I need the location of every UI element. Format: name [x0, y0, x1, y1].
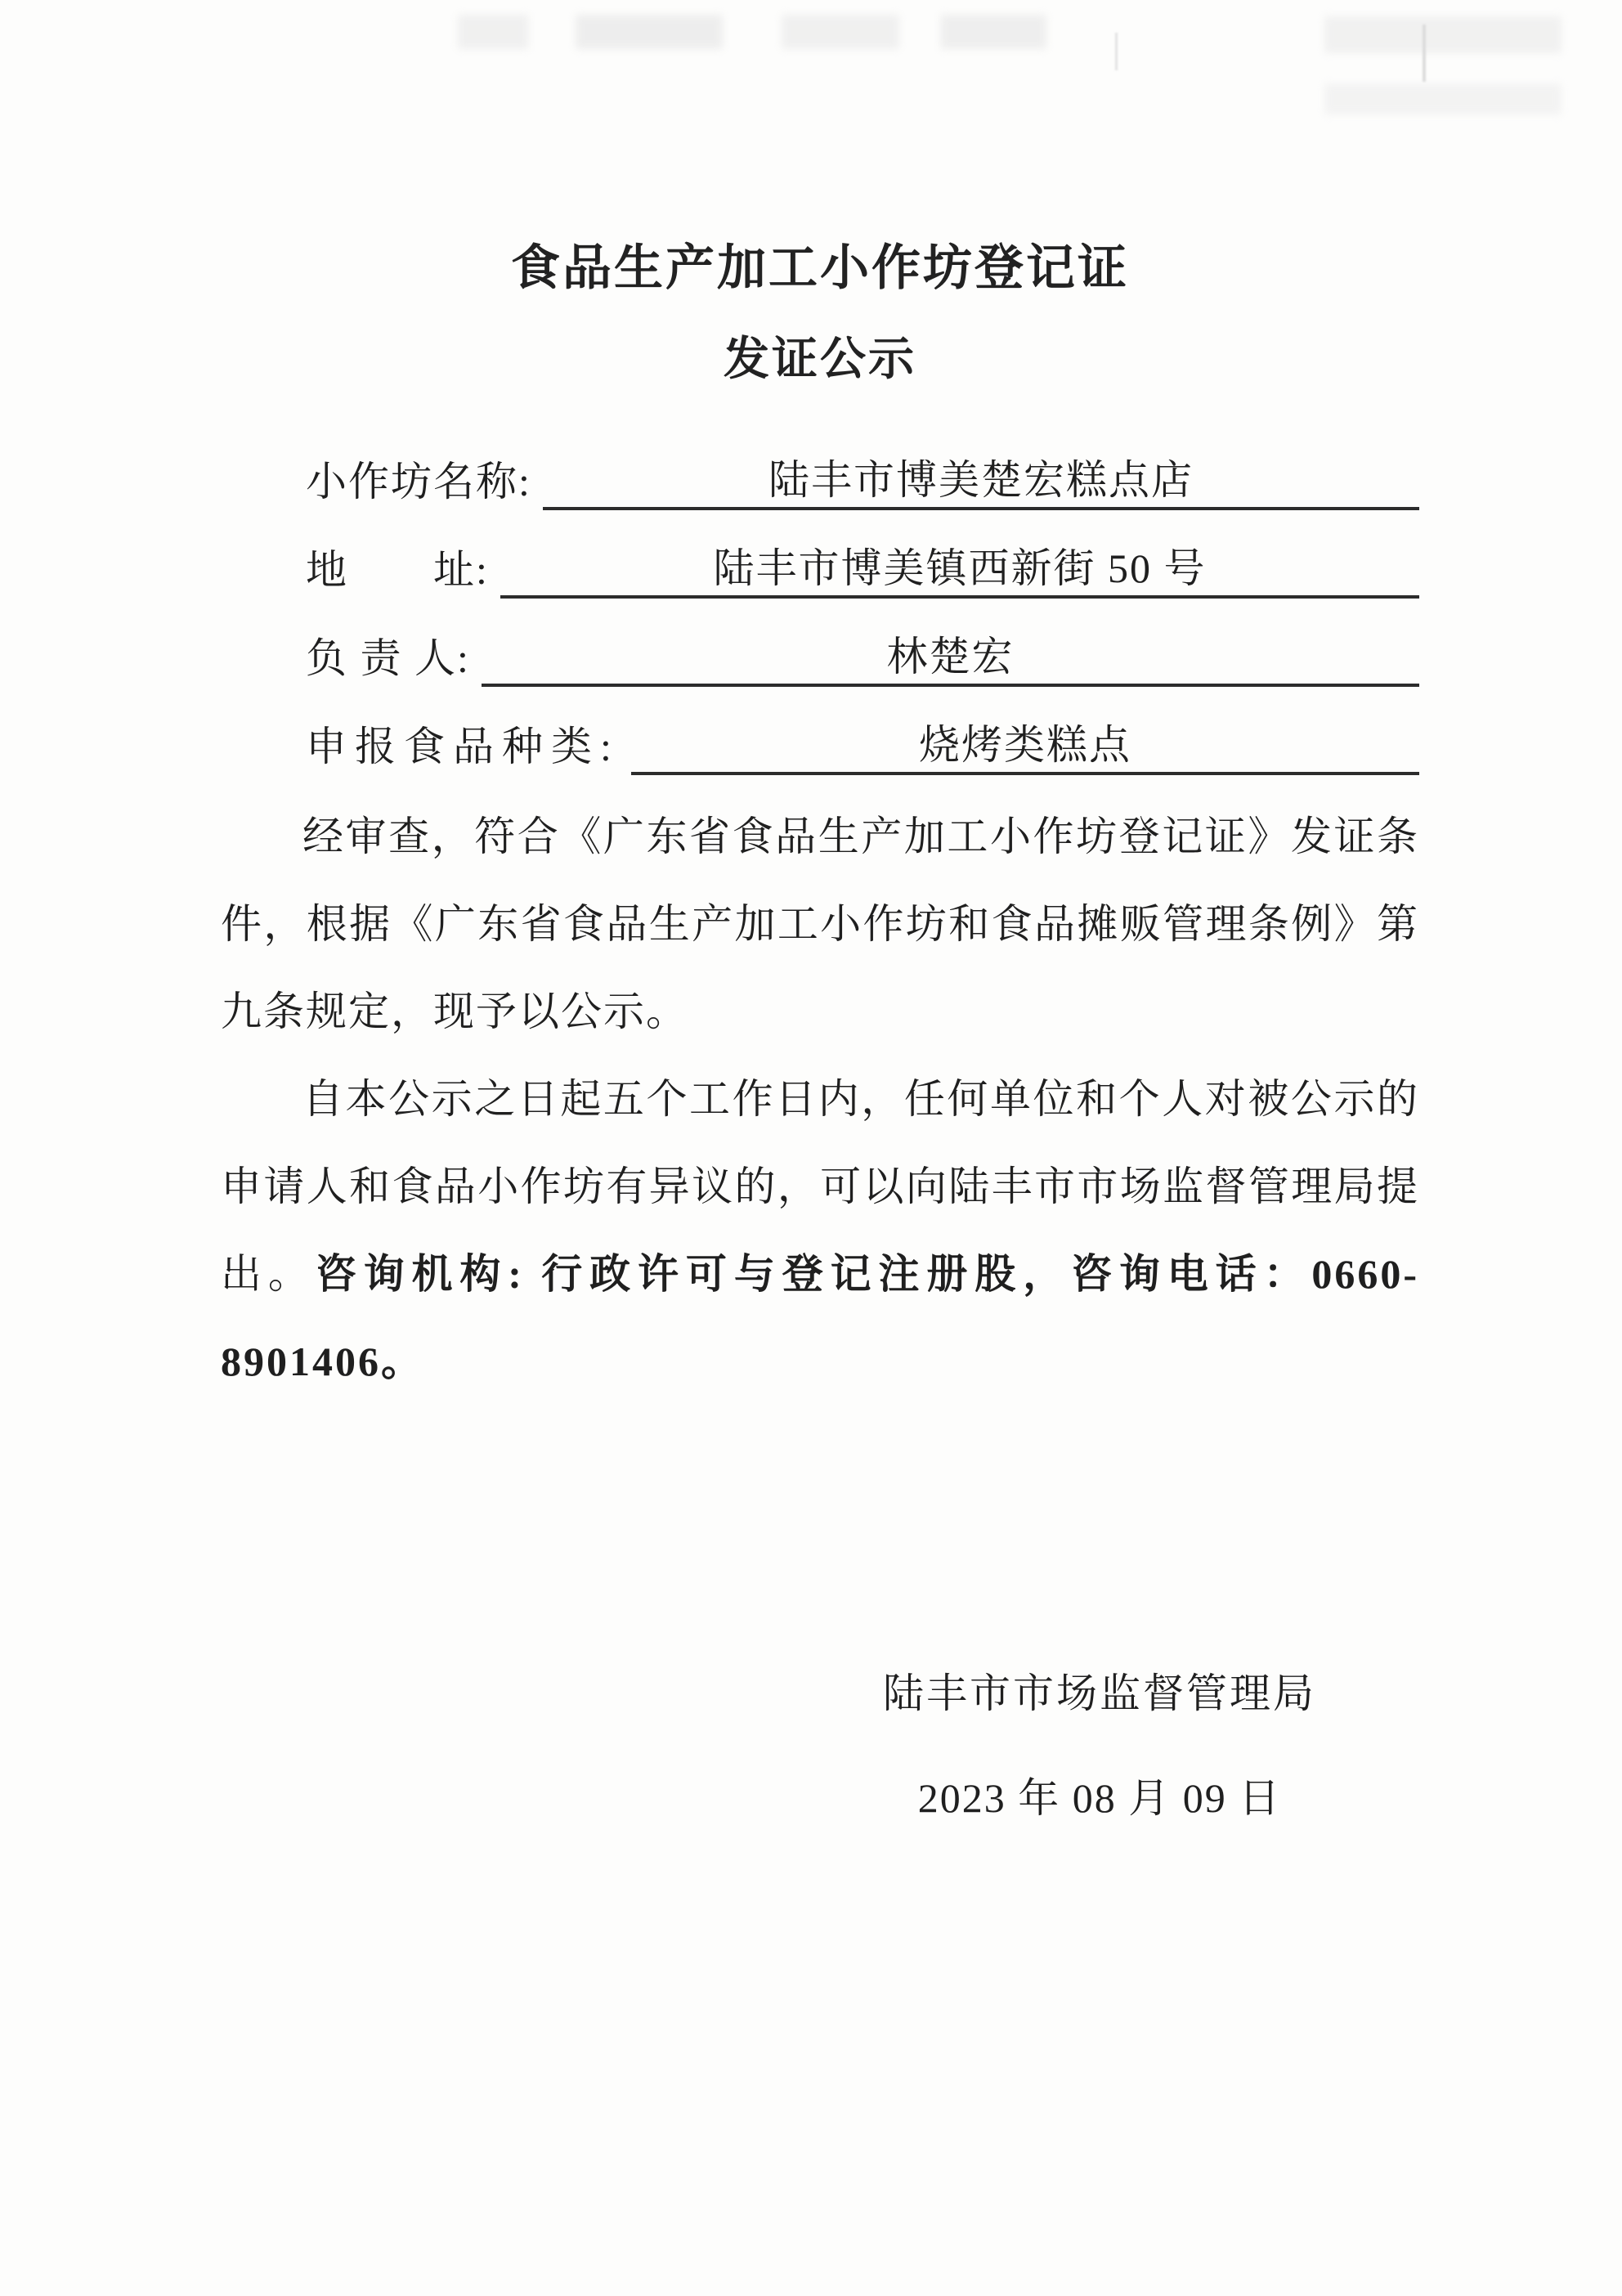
issue-date: 2023 年 08 月 09 日: [917, 1775, 1282, 1821]
document-title: 食品生产加工小作坊登记证: [511, 240, 1129, 295]
field-row-address: [221, 510, 1419, 599]
field-row-food-category: [221, 687, 1419, 775]
field-row-person-in-charge: [221, 599, 1419, 687]
person-in-charge-value: 林楚宏: [482, 636, 1419, 687]
address-label: 地 址:: [306, 547, 489, 593]
scan-artifact: [1423, 25, 1426, 82]
paragraph-contact-bold: 咨询机构: 行政许可与登记注册股，咨询电话：0660-8901406。: [221, 1251, 1419, 1384]
form-fields: [221, 422, 1419, 775]
field-row-workshop-name: [221, 422, 1419, 510]
document-subtitle: 发证公示: [724, 333, 916, 384]
workshop-name-value: 陆丰市博美楚宏糕点店: [543, 460, 1419, 510]
address-value: 陆丰市博美镇西新街 50 号: [500, 548, 1419, 599]
food-category-value: 烧烤类糕点: [631, 724, 1419, 775]
document-content: [221, 0, 1419, 1823]
person-in-charge-label: 负 责 人:: [306, 635, 470, 681]
announcement-body: [221, 793, 1419, 1406]
paragraph-review: 经审查，符合《广东省食品生产加工小作坊登记证》发证条件，根据《广东省食品生产加工小作坊和食品摊贩管理条例》第九条规定，现予以公示。: [221, 814, 1419, 1034]
signature-block: [883, 1669, 1316, 1823]
paragraph-objection-normal: 自本公示之日起五个工作日内，任何单位和个人对被公示的申请人和食品小作坊有异议的，可以向陆丰市市场监督管理局提出。: [221, 1076, 1419, 1297]
issuing-authority: 陆丰市市场监督管理局: [883, 1670, 1316, 1716]
food-category-label: 申报食品种类:: [306, 724, 620, 769]
workshop-name-label: 小作坊名称:: [306, 459, 531, 504]
paragraph-objection: [221, 1056, 1419, 1406]
